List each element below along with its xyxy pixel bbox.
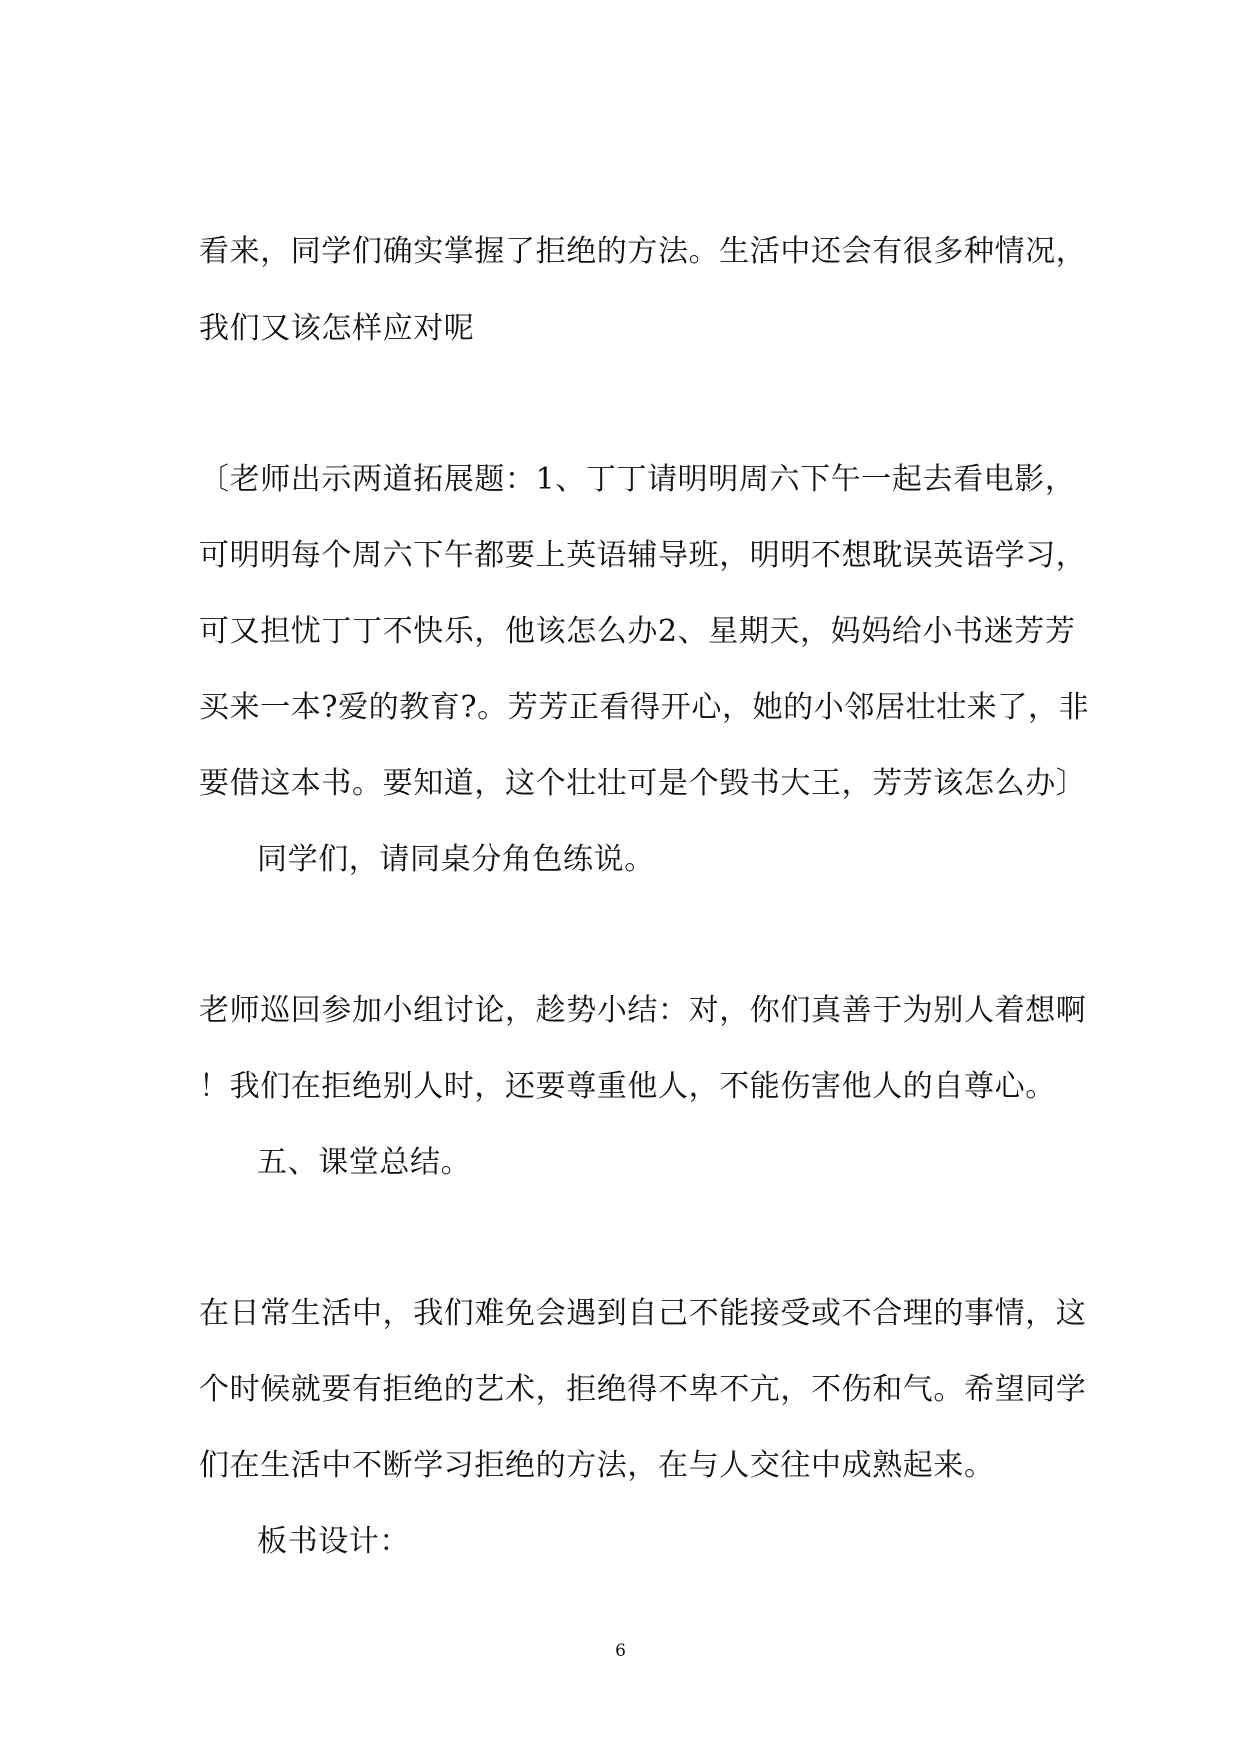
- paragraph-line: 我们又该怎样应对呢: [199, 311, 475, 346]
- paragraph-line: 可明明每个周六下午都要上英语辅导班，明明不想耽误英语学习，: [199, 538, 1087, 573]
- paragraph-line: 个时候就要有拒绝的艺术，拒绝得不卑不亢，不伤和气。希望同学: [199, 1372, 1087, 1407]
- section-heading: 板书设计：: [257, 1524, 410, 1559]
- paragraph-line: 买来一本?爱的教育?。芳芳正看得开心，她的小邻居壮壮来了，非: [199, 690, 1090, 725]
- paragraph-line: 可又担忧丁丁不快乐，他该怎么办2、星期天，妈妈给小书迷芳芳: [199, 614, 1076, 649]
- paragraph-line: 看来，同学们确实掌握了拒绝的方法。生活中还会有很多种情况，: [199, 234, 1087, 269]
- paragraph-line: 同学们，请同桌分角色练说。: [257, 842, 655, 877]
- paragraph-line: 在日常生活中，我们难免会遇到自己不能接受或不合理的事情，这: [199, 1296, 1087, 1331]
- paragraph-line: ！我们在拒绝别人时，还要尊重他人，不能伤害他人的自尊心。: [199, 1069, 1056, 1104]
- paragraph-line: 〔老师出示两道拓展题：1、丁丁请明明周六下午一起去看电影，: [199, 462, 1076, 497]
- section-heading: 五、课堂总结。: [257, 1145, 472, 1180]
- paragraph-line: 们在生活中不断学习拒绝的方法，在与人交往中成熟起来。: [199, 1448, 995, 1483]
- paragraph-line: 老师巡回参加小组讨论，趁势小结：对，你们真善于为别人着想啊: [199, 993, 1087, 1028]
- paragraph-line: 要借这本书。要知道，这个壮壮可是个毁书大王，芳芳该怎么办〕: [199, 766, 1087, 801]
- page-number: 6: [615, 1641, 626, 1661]
